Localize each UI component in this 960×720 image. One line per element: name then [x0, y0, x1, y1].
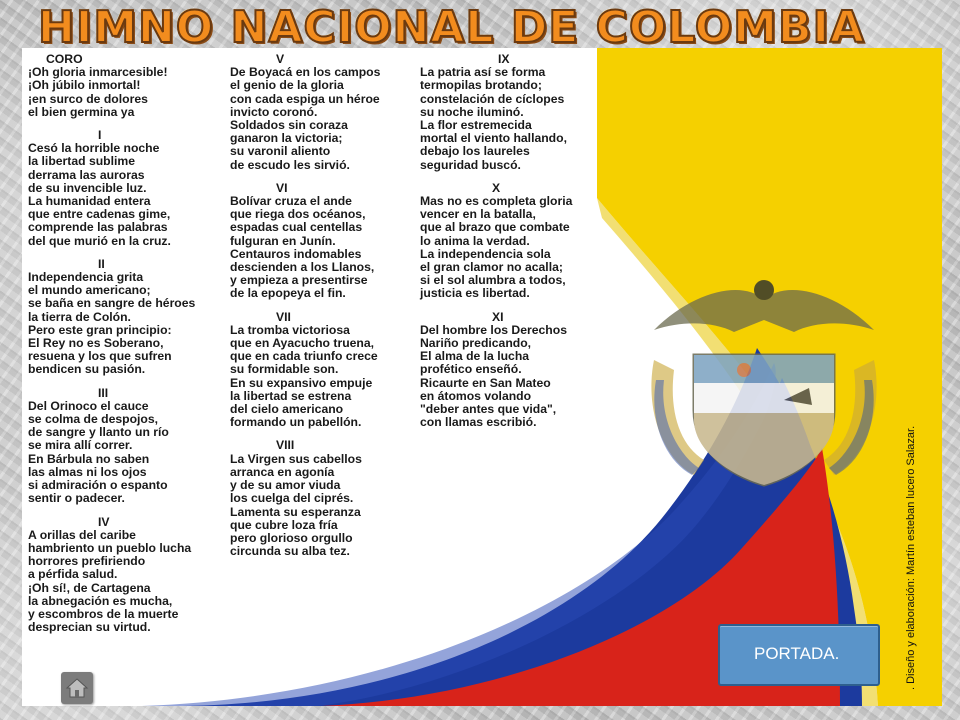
verse-line: La independencia sola [420, 246, 551, 261]
verse-line: El alma de la lucha [420, 349, 530, 364]
verse-line: y empieza a presentirse [230, 273, 368, 288]
verse-line: que entre cadenas gime, [28, 207, 171, 222]
home-house-icon [65, 676, 89, 700]
portada-button[interactable] [718, 624, 880, 686]
verse-line: La humanidad entera [28, 194, 151, 209]
verse-line: se mira allí correr. [28, 438, 133, 453]
stanza-number: I [98, 128, 102, 143]
verse-line: ganaron la victoria; [230, 131, 343, 146]
stanza-v [230, 53, 380, 172]
verse-line: desprecian su virtud. [28, 620, 151, 635]
stanza-number: X [492, 180, 501, 195]
verse-line: La patria así se forma [420, 65, 546, 80]
verse-line: Bolívar cruza el ande [230, 194, 352, 209]
verse-line: "deber antes que vida", [420, 402, 557, 417]
verse-line: y escombros de la muerte [28, 606, 179, 621]
verse-line: La tromba victoriosa [230, 322, 350, 337]
stanza-number: III [98, 385, 109, 400]
verse-line: del cielo americano [230, 402, 344, 417]
stanza-number: VIII [276, 438, 295, 453]
anthem-column-1 [28, 53, 195, 644]
verse-line: descienden a los Llanos, [230, 260, 375, 275]
verse-line: El Rey no es Soberano, [28, 336, 164, 351]
verse-line: ¡Oh gloria inmarcesible! [28, 65, 168, 80]
stanza-number: VII [276, 309, 291, 324]
verse-line: debajo los laureles [420, 144, 530, 159]
stanza-ii [28, 258, 195, 377]
verse-line: de la epopeya el fin. [230, 286, 346, 301]
verse-line: la abnegación es mucha, [28, 593, 173, 608]
stanza-i [28, 129, 195, 248]
verse-line: ¡Oh sí!, de Cartagena [28, 580, 151, 595]
verse-line: del que murió en la cruz. [28, 233, 171, 248]
stanza-iv [28, 516, 195, 635]
verse-line: La Virgen sus cabellos [230, 451, 362, 466]
verse-line: Del Orinoco el cauce [28, 398, 149, 413]
verse-line: la libertad se estrena [230, 388, 352, 403]
verse-line: De Boyacá en los campos [230, 65, 381, 80]
stanza-number: IV [98, 514, 110, 529]
stanza-number: CORO [46, 52, 83, 66]
verse-line: si admiración o espanto [28, 478, 168, 493]
verse-line: el bien germina ya [28, 104, 135, 119]
verse-line: arranca en agonía [230, 464, 335, 479]
verse-line: termopilas brotando; [420, 78, 542, 93]
verse-line: su noche iluminó. [420, 104, 524, 119]
verse-line: que al brazo que combate [420, 220, 570, 235]
verse-line: espadas cual centellas [230, 220, 363, 235]
stanza-vi [230, 182, 380, 301]
verse-line: ¡en surco de dolores [28, 91, 148, 106]
verse-line: la libertad sublime [28, 154, 136, 169]
verse-line: su formidable son. [230, 362, 339, 377]
verse-line: derrama las auroras [28, 167, 145, 182]
colombia-coat-of-arms-icon [634, 260, 894, 500]
verse-line: Soldados sin coraza [230, 118, 348, 133]
verse-line: horrores prefiriendo [28, 554, 146, 569]
stanza-number: II [98, 256, 105, 271]
coat-of-arms [634, 260, 894, 505]
verse-line: de escudo les sirvió. [230, 157, 350, 172]
verse-line: las almas ni los ojos [28, 464, 147, 479]
stanza-number: VI [276, 180, 288, 195]
verse-line: Nariño predicando, [420, 336, 532, 351]
verse-line: en átomos volando [420, 388, 532, 403]
stanza-coro [28, 53, 195, 119]
verse-line: Del hombre los Derechos [420, 322, 567, 337]
verse-line: justicia es libertad. [420, 286, 530, 301]
page-title: HIMNO NACIONAL DE COLOMBIA [38, 2, 865, 53]
stanza-x [420, 182, 572, 301]
verse-line: el gran clamor no acalla; [420, 260, 563, 275]
verse-line: En su expansivo empuje [230, 375, 373, 390]
verse-line: A orillas del caribe [28, 527, 136, 542]
stanza-viii [230, 439, 380, 558]
stanza-xi [420, 311, 572, 430]
verse-line: el mundo americano; [28, 283, 151, 298]
verse-line: invicto coronó. [230, 104, 318, 119]
stanza-vii [230, 311, 380, 430]
verse-line: ¡Oh júbilo inmortal! [28, 78, 141, 93]
verse-line: La flor estremecida [420, 118, 532, 133]
verse-line: pero glorioso orgullo [230, 530, 353, 545]
stanza-number: V [276, 52, 285, 66]
verse-line: mortal el viento hallando, [420, 131, 567, 146]
verse-line: seguridad buscó. [420, 157, 521, 172]
verse-line: la tierra de Colón. [28, 309, 131, 324]
verse-line: resuena y los que sufren [28, 349, 172, 364]
verse-line: profético enseñó. [420, 362, 522, 377]
verse-line: de su invencible luz. [28, 180, 147, 195]
verse-line: lo anima la verdad. [420, 233, 530, 248]
verse-line: Pero este gran principio: [28, 322, 172, 337]
verse-line: bendicen su pasión. [28, 362, 146, 377]
verse-line: fulguran en Junín. [230, 233, 336, 248]
verse-line: circunda su alba tez. [230, 544, 350, 559]
verse-line: que cubre loza fría [230, 517, 338, 532]
verse-line: se colma de despojos, [28, 412, 159, 427]
verse-line: Ricaurte en San Mateo [420, 375, 551, 390]
verse-line: a pérfida salud. [28, 567, 118, 582]
stanza-number: IX [498, 52, 510, 66]
home-icon[interactable] [61, 672, 93, 704]
verse-line: constelación de cíclopes [420, 91, 565, 106]
verse-line: y de su amor viuda [230, 478, 341, 493]
verse-line: En Bárbula no saben [28, 451, 150, 466]
verse-line: que en Ayacucho truena, [230, 336, 375, 351]
verse-line: su varonil aliento [230, 144, 331, 159]
verse-line: sentir o padecer. [28, 491, 125, 506]
verse-line: el genio de la gloria [230, 78, 344, 93]
verse-line: con llamas escribió. [420, 415, 537, 430]
verse-line: Centauros indomables [230, 246, 362, 261]
verse-line: que riega dos océanos, [230, 207, 366, 222]
anthem-column-3 [420, 53, 572, 439]
author-credit: . Diseño y elaboración: Martín esteban lucero Salazar. [905, 425, 917, 690]
stanza-number: XI [492, 309, 504, 324]
stanza-iii [28, 387, 195, 506]
verse-line: de sangre y llanto un río [28, 425, 169, 440]
verse-line: se baña en sangre de héroes [28, 296, 196, 311]
verse-line: que en cada triunfo crece [230, 349, 378, 364]
verse-line: hambriento un pueblo lucha [28, 540, 192, 555]
verse-line: con cada espiga un héroe [230, 91, 380, 106]
verse-line: Lamenta su esperanza [230, 504, 361, 519]
verse-line: Cesó la horrible noche [28, 141, 160, 156]
verse-line: vencer en la batalla, [420, 207, 536, 222]
verse-line: comprende las palabras [28, 220, 168, 235]
anthem-sheet [22, 48, 942, 706]
portada-button-label: PORTADA. [754, 644, 840, 663]
verse-line: formando un pabellón. [230, 415, 362, 430]
anthem-column-2 [230, 53, 380, 568]
verse-line: Independencia grita [28, 270, 144, 285]
verse-line: si el sol alumbra a todos, [420, 273, 566, 288]
verse-line: Mas no es completa gloria [420, 194, 573, 209]
verse-line: los cuelga del ciprés. [230, 491, 354, 506]
stanza-ix [420, 53, 572, 172]
